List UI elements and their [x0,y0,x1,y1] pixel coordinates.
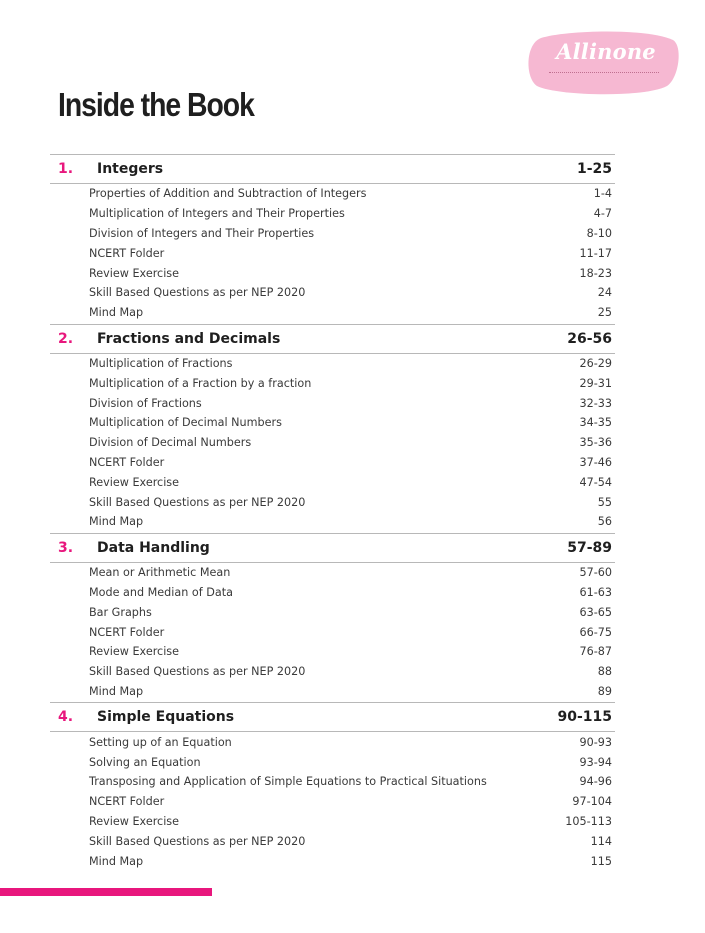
topic-row[interactable] [50,373,615,393]
chapter-page-range: 26-56 [567,330,612,347]
topic-title: Transposing and Application of Simple Equations to Practical Situations [89,775,487,789]
chapter-block [50,702,615,871]
logo-tagline-decoration [549,72,659,76]
topic-row[interactable] [50,792,615,812]
topic-row[interactable] [50,642,615,662]
chapter-number: 2. [58,330,74,347]
bottom-accent-bar [0,888,212,896]
topic-page-range: 11-17 [579,246,612,260]
topic-title: Mean or Arithmetic Mean [89,566,231,580]
topic-page-range: 88 [597,665,612,679]
topic-row[interactable] [50,453,615,473]
topic-page-range: 93-94 [579,755,612,769]
chapter-block [50,154,615,323]
chapter-title: Simple Equations [97,709,235,726]
topic-page-range: 32-33 [579,396,612,410]
chapter-number: 1. [58,161,74,177]
topic-row[interactable] [50,583,615,603]
topic-title: Multiplication of a Fraction by a fraction [89,376,312,390]
topic-title: Division of Integers and Their Properties [89,226,315,240]
topic-title: Skill Based Questions as per NEP 2020 [89,834,306,848]
topic-title: Setting up of an Equation [89,735,232,749]
topic-page-range: 35-36 [579,436,612,450]
page-title: Inside the Book [58,86,254,123]
topic-title: Mind Map [89,306,144,320]
topic-row[interactable] [50,772,615,792]
topic-title: Properties of Addition and Subtraction of Integers [89,187,367,201]
chapter-block [50,533,615,702]
topic-row[interactable] [50,224,615,244]
chapter-title: Fractions and Decimals [97,330,281,347]
topic-title: NCERT Folder [89,246,165,260]
topic-title: Skill Based Questions as per NEP 2020 [89,286,306,300]
chapter-title: Integers [97,161,164,177]
topic-page-range: 55 [597,495,612,509]
topic-page-range: 114 [590,834,612,848]
topic-row[interactable] [50,472,615,492]
topic-page-range: 24 [597,286,612,300]
topic-page-range: 94-96 [579,775,612,789]
topic-title: Skill Based Questions as per NEP 2020 [89,495,306,509]
topic-row[interactable] [50,512,615,532]
topic-page-range: 29-31 [579,376,612,390]
topic-title: Review Exercise [89,814,180,828]
topic-row[interactable] [50,184,615,204]
topic-row[interactable] [50,263,615,283]
chapter-heading[interactable] [50,533,615,563]
topic-title: Skill Based Questions as per NEP 2020 [89,665,306,679]
topic-page-range: 90-93 [579,735,612,749]
topic-title: NCERT Folder [89,625,165,639]
topic-title: Review Exercise [89,475,180,489]
topic-row[interactable] [50,831,615,851]
topic-title: NCERT Folder [89,455,165,469]
chapter-page-range: 57-89 [567,539,612,556]
topic-page-range: 47-54 [579,475,612,489]
topic-page-range: 56 [597,515,612,529]
topic-page-range: 115 [590,854,612,868]
topic-title: Mind Map [89,515,144,529]
topic-row[interactable] [50,303,615,323]
topic-row[interactable] [50,662,615,682]
topic-page-range: 26-29 [579,356,612,370]
chapter-page-range: 1-25 [576,161,612,177]
topic-title: Division of Fractions [89,396,202,410]
topic-page-range: 89 [597,684,612,698]
chapter-number: 3. [58,539,74,556]
topic-row[interactable] [50,433,615,453]
chapter-heading[interactable] [50,154,615,184]
topic-page-range: 105-113 [565,814,612,828]
topic-title: Mode and Median of Data [89,585,233,599]
topic-row[interactable] [50,732,615,752]
topic-page-range: 34-35 [579,416,612,430]
topic-page-range: 37-46 [579,455,612,469]
topic-page-range: 1-4 [593,187,612,201]
topic-row[interactable] [50,602,615,622]
topic-title: Bar Graphs [89,605,152,619]
chapter-heading[interactable] [50,702,615,732]
topic-title: Solving an Equation [89,755,201,769]
topic-row[interactable] [50,563,615,583]
topic-row[interactable] [50,283,615,303]
chapter-heading[interactable] [50,324,615,354]
topic-row[interactable] [50,393,615,413]
chapter-title: Data Handling [97,539,210,556]
chapter-block [50,324,615,532]
topic-title: Review Exercise [89,266,180,280]
chapter-number: 4. [58,709,74,726]
topic-row[interactable] [50,622,615,642]
topic-row[interactable] [50,682,615,702]
topic-row[interactable] [50,492,615,512]
topic-page-range: 4-7 [593,207,612,221]
table-of-contents [50,154,615,872]
topic-title: NCERT Folder [89,795,165,809]
topic-row[interactable] [50,243,615,263]
chapter-page-range: 90-115 [557,709,612,726]
topic-title: Division of Decimal Numbers [89,436,252,450]
topic-page-range: 57-60 [579,566,612,580]
topic-row[interactable] [50,812,615,832]
topic-page-range: 76-87 [579,645,612,659]
brand-logo [527,30,680,96]
topic-title: Mind Map [89,684,144,698]
topic-page-range: 63-65 [579,605,612,619]
topic-title: Multiplication of Fractions [89,356,233,370]
topic-title: Review Exercise [89,645,180,659]
topic-title: Multiplication of Integers and Their Properties [89,207,345,221]
topic-page-range: 18-23 [579,266,612,280]
topic-page-range: 97-104 [572,795,612,809]
topic-row[interactable] [50,851,615,871]
topic-row[interactable] [50,752,615,772]
topic-page-range: 66-75 [579,625,612,639]
topic-title: Mind Map [89,854,144,868]
topic-page-range: 61-63 [579,585,612,599]
topic-row[interactable] [50,413,615,433]
topic-row[interactable] [50,204,615,224]
topic-page-range: 25 [597,306,612,320]
logo-text: Allinone [556,39,656,64]
topic-row[interactable] [50,354,615,374]
topic-page-range: 8-10 [586,226,612,240]
topic-title: Multiplication of Decimal Numbers [89,416,282,430]
